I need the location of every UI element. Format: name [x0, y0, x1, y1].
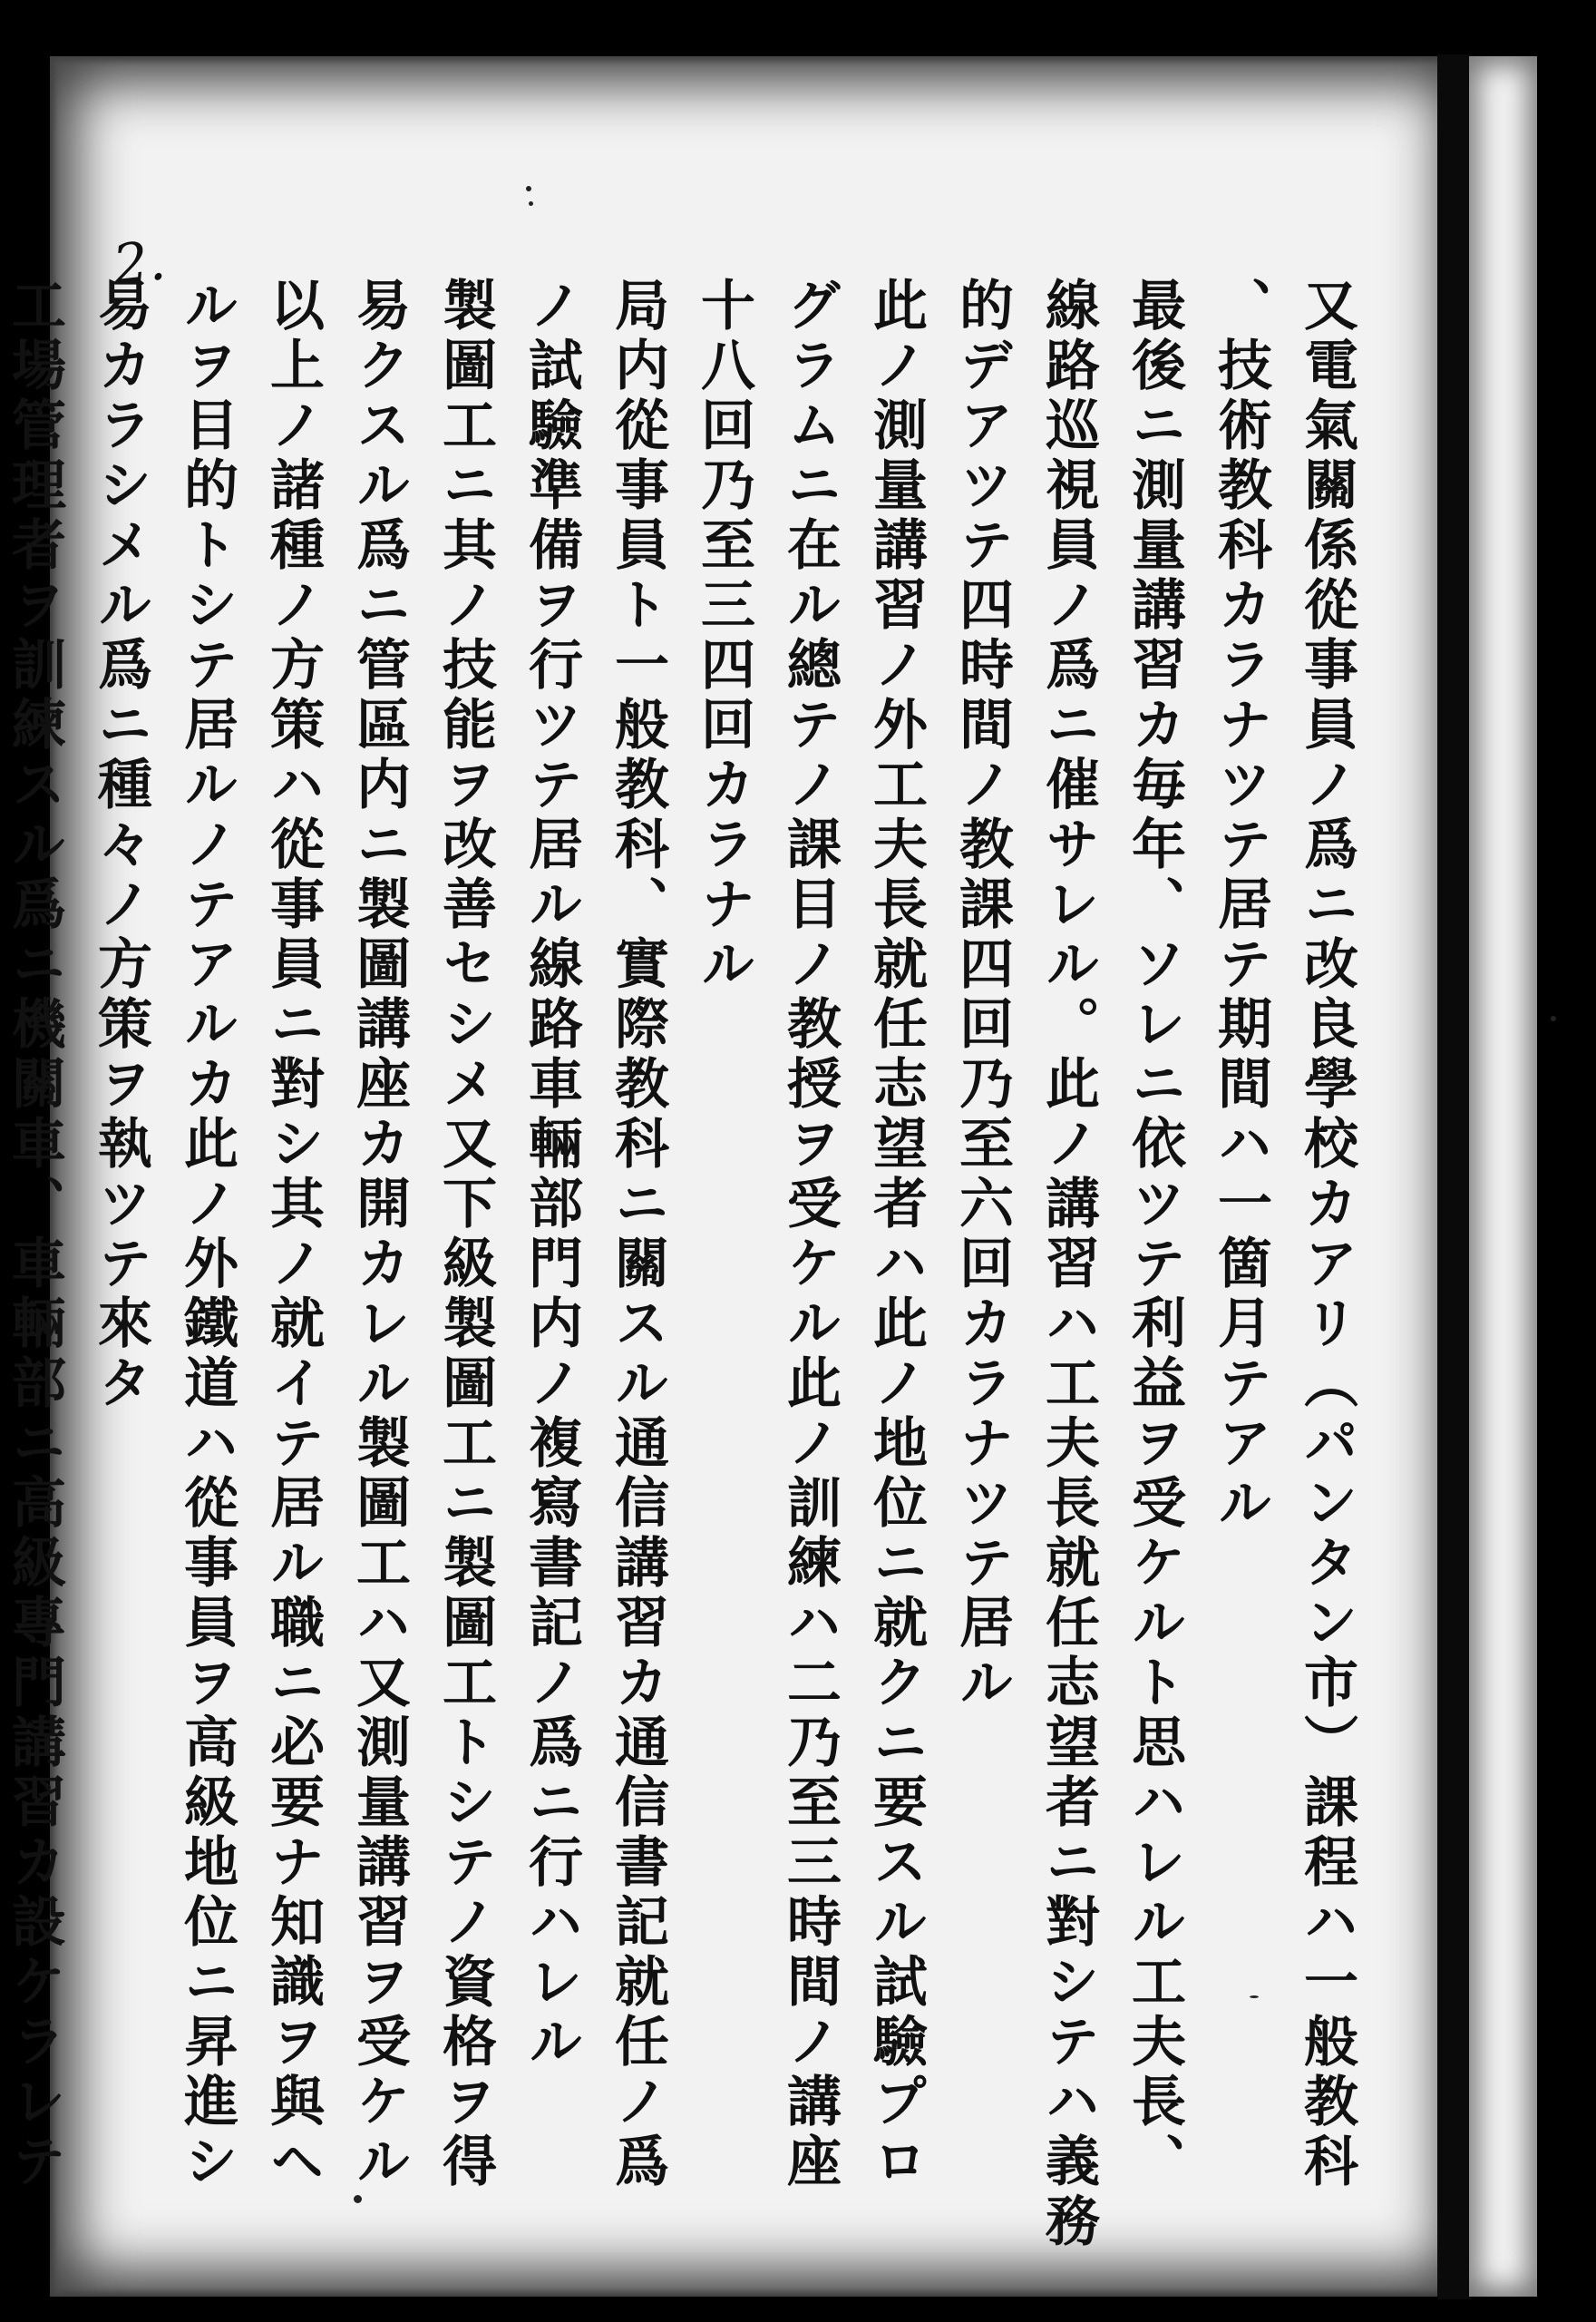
text-column: 易カラシメル爲ニ種々ノ方策ヲ執ツテ來タ — [89, 277, 152, 1414]
text-column: 的デアツテ四時間ノ教課四回乃至六回カラナツテ居ル — [950, 277, 1014, 1713]
book-gutter — [1437, 54, 1472, 2299]
ink-speck — [1551, 1016, 1556, 1021]
page-number: 2. — [110, 229, 169, 298]
text-column: 十八回乃至三四回カラナル — [692, 277, 755, 995]
text-column: ノ試驗準備ヲ行ツテ居ル線路車輛部門内ノ複寫書記ノ爲ニ行ハレル — [520, 277, 583, 2073]
ink-speck — [526, 186, 531, 191]
text-column: 局内從事員ト一般教科、實際教科ニ關スル通信講習カ通信書記就任ノ爲 — [606, 277, 669, 2192]
ink-speck — [529, 201, 533, 206]
text-column: 、技術教科カラナツテ居テ期間ハ一箇月テアル — [1209, 277, 1272, 1534]
text-column: 製圖工ニ其ノ技能ヲ改善セシメ又下級製圖工ニ製圖工トシテノ資格ヲ得 — [433, 277, 497, 2192]
text-column: 線路巡視員ノ爲ニ催サレル。此ノ講習ハ工夫長就任志望者ニ對シテハ義務 — [1036, 277, 1100, 2252]
text-column: 易クスル爲ニ管區内ニ製圖講座カ開カレル製圖工ハ又測量講習ヲ受ケル — [347, 277, 411, 2192]
paper-edge-right — [1469, 56, 1537, 2297]
text-column: 以上ノ諸種ノ方策ハ從事員ニ對シ其ノ就イテ居ル職ニ必要ナ知識ヲ與ヘ — [261, 277, 325, 2192]
text-column: ルヲ目的トシテ居ルノテアルカ此ノ外鐵道ハ從事員ヲ高級地位ニ昇進シ — [175, 277, 238, 2192]
text-column: 工場管理者ヲ訓練スル爲ニ機關車、車輛部ニ高級專門講習カ設ケラレテ — [3, 277, 66, 2192]
ink-speck — [1250, 1995, 1259, 1998]
text-column: 又電氣關係從事員ノ爲ニ改良學校カアリ（パンタン市）課程ハ一般教科 — [1295, 277, 1358, 2192]
vertical-text-body — [3, 277, 1369, 2252]
text-column: 此ノ測量講習ノ外工夫長就任志望者ハ此ノ地位ニ就クニ要スル試驗プロ — [864, 277, 928, 2192]
text-column: 最後ニ測量講習カ毎年、ソレニ依ツテ利益ヲ受ケルト思ハレル工夫長、 — [1123, 277, 1186, 2192]
ink-speck — [354, 2195, 362, 2203]
text-column: グラムニ在ル總テノ課目ノ教授ヲ受ケル此ノ訓練ハ二乃至三時間ノ講座 — [778, 277, 842, 2192]
